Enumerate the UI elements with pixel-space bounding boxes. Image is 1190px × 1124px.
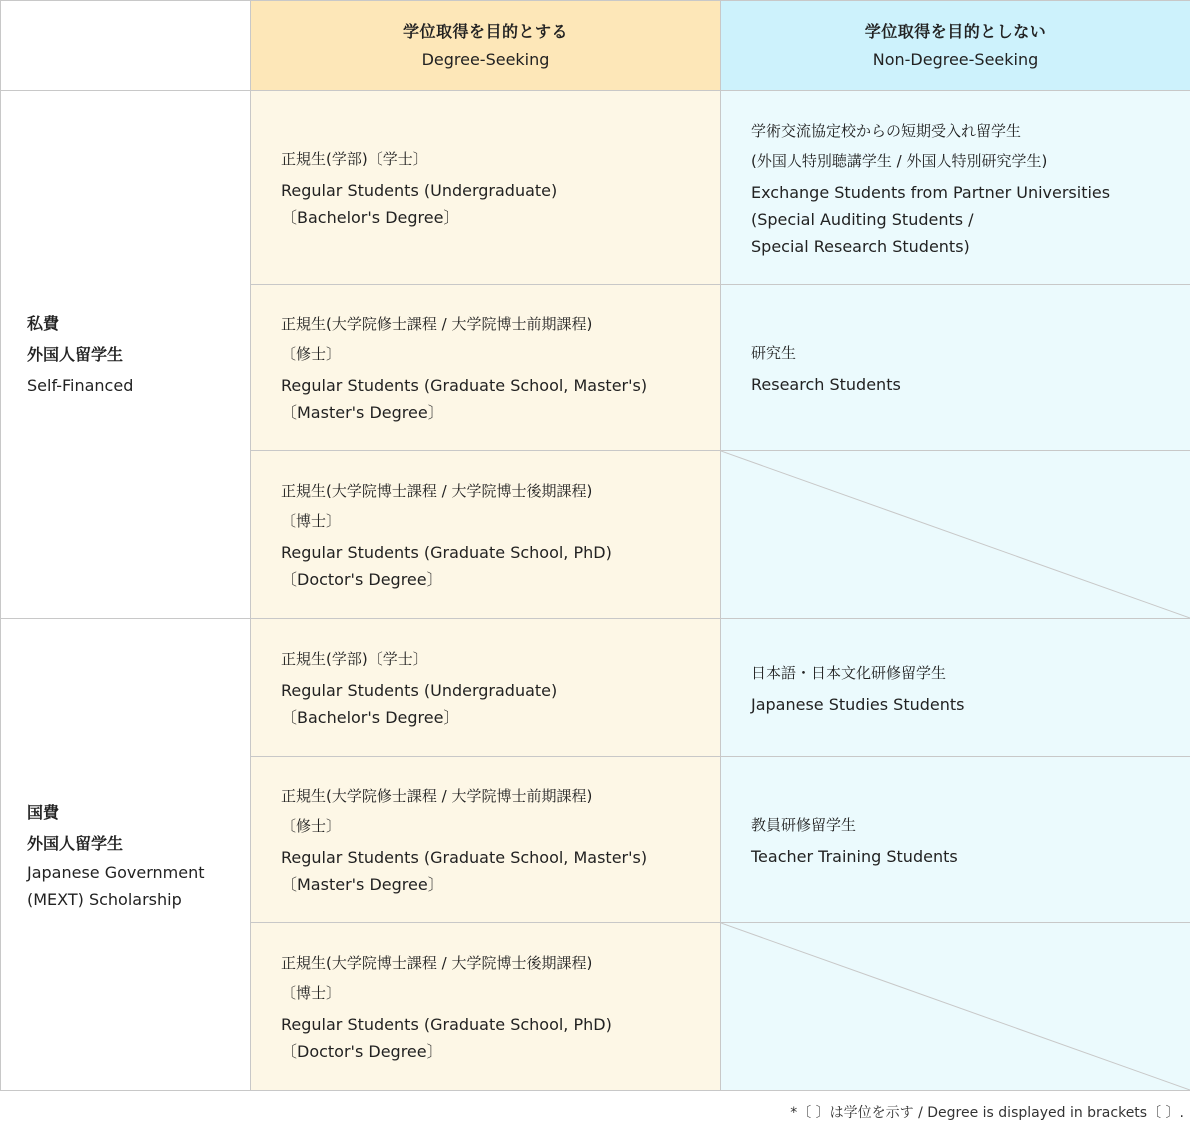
group-title-en: (MEXT) Scholarship <box>27 889 182 909</box>
category-name-ja: 正規生(大学院博士課程 / 大学院博士後期課程) <box>281 954 593 972</box>
degree-type: 〔Bachelor's Degree〕 <box>281 208 460 227</box>
group-title-ja: 外国人留学生 <box>27 345 124 364</box>
header-degree-en: Degree-Seeking <box>421 49 550 69</box>
non-degree-cell <box>721 285 1190 451</box>
non-degree-cell <box>721 91 1190 285</box>
group-title-en: Japanese Government <box>27 862 205 882</box>
category-name-ja: 正規生(学部)〔学士〕 <box>281 650 428 668</box>
not-applicable-cell <box>721 451 1190 619</box>
degree-type: 〔Doctor's Degree〕 <box>281 1042 443 1061</box>
category-name-en: Special Research Students) <box>751 236 970 256</box>
category-name-ja: 正規生(大学院修士課程 / 大学院博士前期課程) <box>281 787 593 805</box>
not-applicable-cell <box>721 923 1190 1091</box>
group-title-en: Self-Financed <box>27 376 134 395</box>
degree-type-ja: 〔博士〕 <box>281 984 342 1002</box>
degree-cell <box>251 91 721 285</box>
category-name-ja: 学術交流協定校からの短期受入れ留学生 <box>751 121 1022 140</box>
degree-cell <box>251 619 721 757</box>
degree-type: 〔Doctor's Degree〕 <box>281 570 443 589</box>
category-name-en: Regular Students (Graduate School, Master's) <box>281 376 648 395</box>
group-title-ja: 私費 <box>27 314 60 333</box>
category-name-ja: 日本語・日本文化研修留学生 <box>751 663 947 682</box>
category-name-ja: 教員研修留学生 <box>751 815 857 834</box>
degree-cell <box>251 757 721 923</box>
category-name-en: Regular Students (Graduate School, PhD) <box>281 1015 612 1034</box>
degree-type-ja: 〔修士〕 <box>281 345 342 363</box>
category-name-en: Japanese Studies Students <box>751 694 965 714</box>
non-degree-cell <box>721 619 1190 757</box>
category-name-ja: 正規生(大学院博士課程 / 大学院博士後期課程) <box>281 482 593 500</box>
category-name-ja: 正規生(学部)〔学士〕 <box>281 150 428 168</box>
category-name-ja: 研究生 <box>751 343 797 362</box>
header-non-degree-ja: 学位取得を目的としない <box>864 21 1047 41</box>
group-self-financed <box>1 91 251 619</box>
category-name-en: (Special Auditing Students / <box>751 209 974 229</box>
footnote: *〔 〕は学位を示す / Degree is displayed in brackets〔 〕. <box>790 1105 1184 1121</box>
degree-type: 〔Master's Degree〕 <box>281 403 444 422</box>
category-name-en: Research Students <box>751 374 901 394</box>
header-degree-seeking <box>251 1 721 91</box>
category-name-en: Exchange Students from Partner Universities <box>751 182 1111 202</box>
degree-cell <box>251 285 721 451</box>
diagonal-slash <box>721 923 1190 1090</box>
degree-type: 〔Bachelor's Degree〕 <box>281 708 460 727</box>
diagonal-slash <box>721 451 1190 618</box>
degree-type-ja: 〔博士〕 <box>281 512 342 530</box>
header-non-degree-seeking <box>721 1 1190 91</box>
degree-type-ja: 〔修士〕 <box>281 817 342 835</box>
category-name-en: Regular Students (Graduate School, PhD) <box>281 543 612 562</box>
degree-cell <box>251 451 721 619</box>
group-mext-scholarship <box>1 619 251 1091</box>
category-name-en: Regular Students (Undergraduate) <box>281 181 558 200</box>
category-name-en: Regular Students (Graduate School, Master's) <box>281 848 648 867</box>
group-title-ja: 国費 <box>27 802 60 822</box>
category-name-ja: 正規生(大学院修士課程 / 大学院博士前期課程) <box>281 315 593 333</box>
header-non-degree-en: Non-Degree-Seeking <box>872 49 1039 69</box>
group-title-ja: 外国人留学生 <box>27 833 124 853</box>
header-degree-ja: 学位取得を目的とする <box>402 21 568 41</box>
degree-cell <box>251 923 721 1091</box>
header-corner-cell <box>1 1 251 91</box>
degree-type: 〔Master's Degree〕 <box>281 875 444 894</box>
category-name-en: Teacher Training Students <box>751 846 958 866</box>
category-name-ja: (外国人特別聴講学生 / 外国人特別研究学生) <box>751 151 1048 170</box>
category-name-en: Regular Students (Undergraduate) <box>281 681 558 700</box>
non-degree-cell <box>721 757 1190 923</box>
